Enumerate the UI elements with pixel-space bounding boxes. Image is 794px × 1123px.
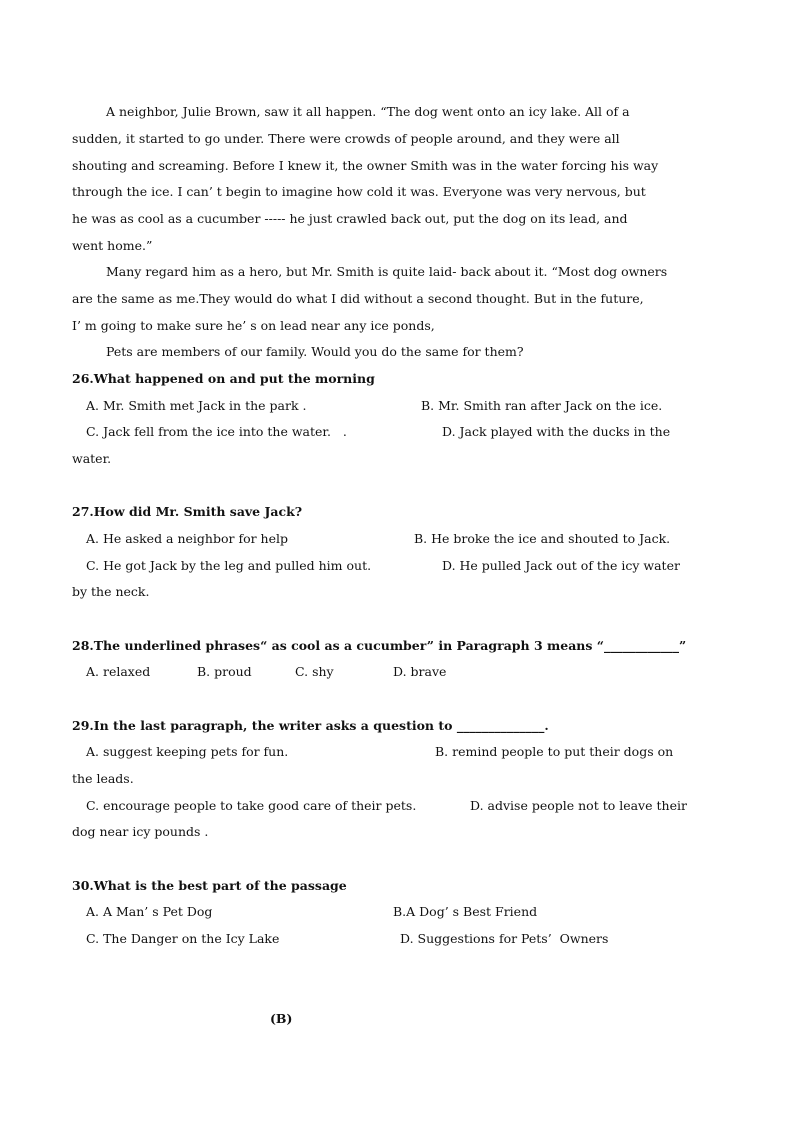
q29-option-d-continued: dog near icy pounds .	[72, 824, 209, 839]
passage-line: sudden, it started to go under. There were crowds of people around, and they were all	[72, 131, 620, 146]
q27-option-c[interactable]: C. He got Jack by the leg and pulled him out.	[86, 558, 372, 573]
q30-row-2	[86, 931, 609, 995]
q26-option-b[interactable]: B. Mr. Smith ran after Jack on the ice.	[421, 398, 663, 413]
q26-option-d-continued: water.	[72, 451, 112, 466]
q26-option-d[interactable]: D. Jack played with the ducks in the	[442, 424, 671, 439]
q30-option-b[interactable]: B.A Dog’ s Best Friend	[393, 904, 538, 919]
passage-line: he was as cool as a cucumber ----- he just crawled back out, put the dog on its lead, and	[72, 211, 628, 226]
passage-line: A neighbor, Julie Brown, saw it all happen. “The dog went onto an icy lake. All of a	[106, 104, 630, 119]
question-30-stem: 30.What is the best part of the passage	[72, 878, 347, 893]
question-28-stem: 28.The underlined phrases“ as cool as a cucumber” in Paragraph 3 means “____________”	[72, 638, 687, 653]
q29-option-d[interactable]: D. advise people not to leave their	[470, 798, 687, 813]
question-27-stem: 27.How did Mr. Smith save Jack?	[72, 504, 303, 519]
q28-option-c[interactable]: C. shy	[295, 664, 334, 679]
q30-option-c[interactable]: C. The Danger on the Icy Lake	[86, 931, 280, 946]
q27-option-d[interactable]: D. He pulled Jack out of the icy water	[442, 558, 680, 573]
section-label: (B)	[270, 1011, 293, 1026]
passage-line: I’ m going to make sure he’ s on lead near any ice ponds,	[72, 318, 435, 333]
q28-option-d[interactable]: D. brave	[393, 664, 447, 679]
q29-option-c[interactable]: C. encourage people to take good care of their pets.	[86, 798, 417, 813]
q30-option-d[interactable]: D. Suggestions for Pets’ Owners	[400, 931, 609, 946]
q26-option-c[interactable]: C. Jack fell from the ice into the water. .	[86, 424, 347, 439]
question-29-stem: 29.In the last paragraph, the writer asks a question to ______________.	[72, 718, 549, 733]
q30-option-a[interactable]: A. A Man’ s Pet Dog	[86, 904, 213, 919]
q27-option-a[interactable]: A. He asked a neighbor for help	[86, 531, 289, 546]
q29-option-b[interactable]: B. remind people to put their dogs on	[435, 744, 674, 759]
question-26-stem: 26.What happened on and put the morning	[72, 371, 375, 386]
q29-option-a[interactable]: A. suggest keeping pets for fun.	[86, 744, 289, 759]
passage-line: went home.”	[72, 238, 153, 253]
q26-option-a[interactable]: A. Mr. Smith met Jack in the park .	[86, 398, 307, 413]
q27-option-d-continued: by the neck.	[72, 584, 150, 599]
passage-line: shouting and screaming. Before I knew it, the owner Smith was in the water forcing his way	[72, 158, 659, 173]
q27-option-b[interactable]: B. He broke the ice and shouted to Jack.	[414, 531, 671, 546]
q29-option-b-continued: the leads.	[72, 771, 134, 786]
q28-option-b[interactable]: B. proud	[197, 664, 252, 679]
passage-line: Pets are members of our family. Would you do the same for them?	[106, 344, 524, 359]
passage-line: are the same as me.They would do what I did without a second thought. But in the future,	[72, 291, 644, 306]
q28-option-a[interactable]: A. relaxed	[86, 664, 151, 679]
passage-line: through the ice. I can’ t begin to imagine how cold it was. Everyone was very nervous, but	[72, 184, 646, 199]
passage-line: Many regard him as a hero, but Mr. Smith is quite laid- back about it. “Most dog owners	[106, 264, 668, 279]
